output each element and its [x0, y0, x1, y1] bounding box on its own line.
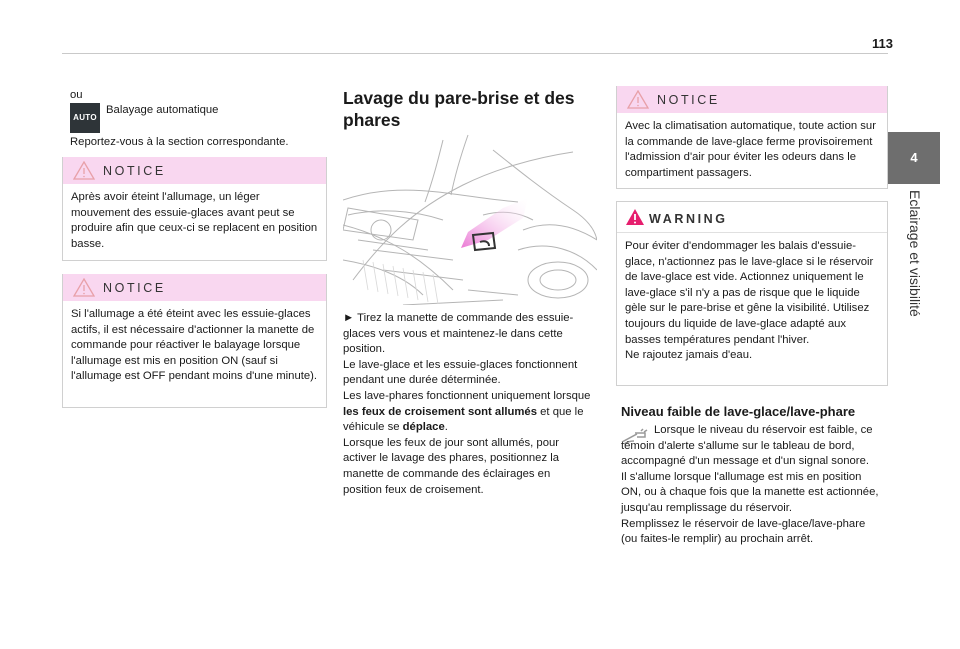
top-divider [62, 53, 888, 54]
body-paragraph: Lorsque le niveau du réservoir est faible, ce témoin d'alerte s'allume sur le tableau de bord, accompagné d'un message et d'un signal sonore. [621, 424, 873, 468]
warning-triangle-icon [73, 161, 95, 180]
warning-header [617, 202, 887, 233]
ou-text: ou [70, 89, 83, 101]
notice-box-1 [62, 157, 327, 261]
notice-header [617, 86, 887, 113]
reportez-text: Reportez-vous à la section correspondante. [70, 136, 289, 148]
warning-box [616, 201, 888, 386]
auto-wiper-icon: AUTO [70, 103, 100, 133]
body-paragraph: Le lave-glace et les essuie-glaces fonctionnent pendant une durée déterminée. [343, 358, 578, 387]
car-headlamp-washer-illustration [343, 130, 597, 305]
notice-header [63, 157, 326, 184]
notice-title: NOTICE [103, 164, 166, 178]
notice-text: Avec la climatisation automatique, toute action sur la commande de lave-glace ferme provisoirement l'admission d'air pour éviter les odeurs dans le compartiment passagers. [625, 120, 876, 179]
notice-header [63, 274, 326, 301]
warning-triangle-icon [73, 278, 95, 297]
subsection-title: Niveau faible de lave-glace/lave-phare [621, 404, 856, 419]
warning-text: Pour éviter d'endommager les balais d'essuie-glace, n'actionnez pas le lave-glace si le réservoir de lave-glace est vide. Actionnez uniquement le lave-glace s'il n'y a pas de risque que le liquide gèle sur le pare-brise et gêne la visibilité. Utilisez toujours du liquide de lave-glace adapté aux basses températures pendant l'hiver. Ne rajoutez jamais d'eau. [625, 240, 874, 362]
column2-body [343, 311, 591, 498]
body-paragraph: Les lave-phares fonctionnent uniquement lorsque les feux de croisement sont allumés et que le véhicule se déplace. [343, 389, 591, 434]
page-number: 113 [872, 36, 893, 51]
body-paragraph: Lorsque les feux de jour sont allumés, pour activer le lavage des phares, positionnez la manette de commande des éclairages en position feux de croisement. [343, 436, 560, 496]
auto-label: Balayage automatique [106, 104, 219, 116]
notice-box-3 [616, 86, 888, 189]
instruction-step: ► Tirez la manette de commande des essuie-glaces vers vous et maintenez-le dans cette position. [343, 312, 574, 356]
chapter-tab[interactable]: 4 [888, 132, 940, 184]
notice-text: Si l'allumage a été éteint avec les essuie-glaces actifs, il est nécessaire d'actionner la manette de commande pour réactiver le balayage lorsque l'allumage est mis en position ON (sauf si l'allumage est OFF pendant moins d'une minute). [71, 308, 318, 383]
notice-box-2 [62, 274, 327, 408]
notice-title: NOTICE [103, 281, 166, 295]
notice-text: Après avoir éteint l'allumage, un léger mouvement des essuie-glaces avant peut se produire afin que ceux-ci se replacent en position basse. [71, 191, 318, 250]
body-paragraph: Remplissez le réservoir de lave-glace/lave-phare (ou faites-le remplir) au prochain arrêt. [621, 517, 866, 546]
warning-triangle-icon [625, 208, 645, 226]
warning-title: WARNING [649, 212, 728, 226]
warning-triangle-icon [627, 90, 649, 109]
body-paragraph: Il s'allume lorsque l'allumage est mis en position ON, ou à chaque fois que la manette est actionnée, jusqu'au remplissage du réservoir. [621, 470, 879, 514]
chapter-title: Eclairage et visibilité [907, 190, 923, 317]
low-level-body [621, 423, 879, 548]
section-title: Lavage du pare-brise et des phares [343, 88, 575, 130]
notice-title: NOTICE [657, 93, 720, 107]
